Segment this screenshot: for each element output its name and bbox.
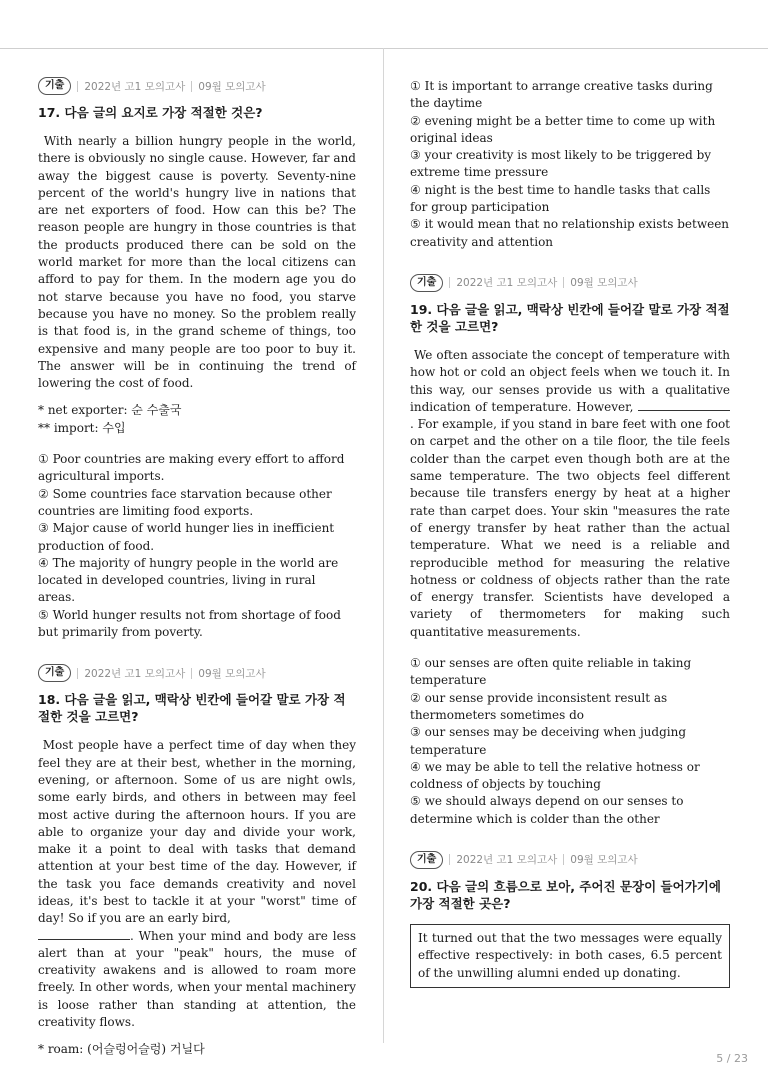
- footnote: * net exporter: 순 수출국: [38, 403, 182, 418]
- answer-choices: [38, 451, 356, 641]
- passage-text: With nearly a billion hungry people in the world, there is obviously no single cause. However, far and away the biggest cause is poverty. Seventy-nine percent of the world's hungry live in nations that are net exporters of food. How can this be? The reason people are hungry in those countries is that the products produced there can be sold on the world market for more than the local citizens can afford to pay for them. In the modern age you do not starve because you have no food, you starve because you have no money. So the problem really is that food is, in the grand scheme of things, too expensive and many people are too poor to buy it. The answer will be in continuing the trend of lowering the cost of food.: [38, 134, 356, 391]
- source-month: 09월 모의고사: [570, 854, 638, 867]
- passage: [38, 133, 356, 392]
- source-year: 2022년 고1 모의고사: [456, 854, 558, 867]
- passage: [410, 347, 730, 641]
- choice-1[interactable]: ① Poor countries are making every effort to afford agricultural imports.: [38, 452, 345, 484]
- tag-separator: [191, 81, 192, 92]
- given-sentence: It turned out that the two messages were equally effective respectively: in both cases, 6.5 percent of the unwilling alumni ended up donating.: [418, 930, 722, 980]
- question-20: [410, 850, 730, 988]
- passage-text-before: Most people have a perfect time of day when they feel they are at their best, whether in the morning, evening, or afternoon. Some of us are night owls, some early birds, and others in between may feel most active during the afternoon hours. If you are able to organize your day and divide your work, make it a point to deal with tasks that demand attention at your best time of the day. However, if the task you face demands creativity and novel ideas, it's best to tackle it at your "worst" time of day! So if you are an early bird,: [38, 738, 356, 926]
- right-column: [410, 78, 730, 988]
- footnote: * roam: (어슬렁어슬렁) 거닐다: [38, 1042, 205, 1057]
- question-title: 17. 다음 글의 요지로 가장 적절한 것은?: [38, 105, 263, 120]
- tag-separator: [563, 277, 564, 288]
- choice-2[interactable]: ② our sense provide inconsistent result as thermometers sometimes do: [410, 690, 668, 722]
- footnote: ** import: 수입: [38, 420, 126, 435]
- exam-badge: 기출: [38, 664, 71, 682]
- tag-separator: [77, 668, 78, 679]
- header-rule: [0, 48, 768, 49]
- choice-5[interactable]: ⑤ World hunger results not from shortage of food but primarily from poverty.: [38, 607, 341, 640]
- source-tag: [38, 76, 356, 96]
- tag-separator: [449, 854, 450, 865]
- choice-1[interactable]: ① It is important to arrange creative tasks during the daytime: [410, 79, 713, 111]
- passage-text-after: . When your mind and body are less alert than at your "peak" hours, the muse of creativity awakens and is allowed to roam more freely. In other words, when your mental machinery is loose rather than standing at attention, the creativity flows.: [38, 928, 356, 1030]
- spacer: [410, 828, 730, 850]
- answer-blank: [38, 928, 130, 940]
- choice-3[interactable]: ③ our senses may be deceiving when judging temperature: [410, 725, 687, 757]
- source-year: 2022년 고1 모의고사: [84, 667, 186, 680]
- choice-4[interactable]: ④ night is the best time to handle tasks that calls for group participation: [410, 182, 711, 215]
- answer-blank: [638, 399, 730, 411]
- tag-separator: [449, 277, 450, 288]
- given-sentence-box: [410, 924, 730, 988]
- choice-5[interactable]: ⑤ it would mean that no relationship exists between creativity and attention: [410, 217, 730, 249]
- question-18: [38, 663, 356, 1058]
- answer-choices: [410, 78, 730, 251]
- choice-1[interactable]: ① our senses are often quite reliable in taking temperature: [410, 656, 692, 688]
- choice-2[interactable]: ② evening might be a better time to come up with original ideas: [410, 113, 716, 145]
- tag-separator: [191, 668, 192, 679]
- source-tag: [410, 850, 730, 870]
- spacer: [38, 641, 356, 663]
- exam-badge: 기출: [410, 851, 443, 869]
- tag-separator: [77, 81, 78, 92]
- passage-text-before: We often associate the concept of temperature with how hot or cold an object feels when we touch it. In this way, our senses provide us with a qualitative indication of temperature. However,: [410, 347, 730, 414]
- source-tag: [410, 273, 730, 293]
- column-divider: [383, 48, 384, 1043]
- exam-badge: 기출: [410, 274, 443, 292]
- question-title: 19. 다음 글을 읽고, 맥락상 빈칸에 들어갈 말로 가장 적절한 것을 고르면?: [410, 301, 730, 334]
- spacer: [410, 251, 730, 273]
- footnotes: [38, 402, 356, 437]
- question-title: 20. 다음 글의 흐름으로 보아, 주어진 문장이 들어가기에 가장 적절한 곳은?: [410, 878, 721, 911]
- choice-5[interactable]: ⑤ we should always depend on our senses to determine which is colder than the other: [410, 794, 684, 826]
- left-column: [38, 76, 356, 1059]
- choice-3[interactable]: ③ Major cause of world hunger lies in inefficient production of food.: [38, 521, 335, 553]
- footnotes: [38, 1041, 356, 1058]
- passage: [38, 737, 356, 1031]
- source-month: 09월 모의고사: [198, 667, 266, 680]
- answer-choices: [410, 655, 730, 828]
- source-month: 09월 모의고사: [198, 80, 266, 93]
- source-month: 09월 모의고사: [570, 277, 638, 290]
- page-number: 5 / 23: [716, 1052, 748, 1065]
- choice-4[interactable]: ④ The majority of hungry people in the world are located in developed countries, living in rural areas.: [38, 555, 339, 605]
- choice-2[interactable]: ② Some countries face starvation because other countries are limiting food exports.: [38, 486, 332, 518]
- choice-3[interactable]: ③ your creativity is most likely to be triggered by extreme time pressure: [410, 148, 712, 180]
- question-title: 18. 다음 글을 읽고, 맥락상 빈칸에 들어갈 말로 가장 적절한 것을 고르면?: [38, 692, 346, 725]
- question-19: [410, 273, 730, 828]
- exam-badge: 기출: [38, 77, 71, 95]
- tag-separator: [563, 854, 564, 865]
- passage-text-after: . For example, if you stand in bare feet with one foot on carpet and the other on a tile floor, the tile feels colder than the carpet even though both are at the same temperature. The two objects feel different because tile transfers energy by heat at a higher rate than carpet does. Your skin "measures the rate of energy transfer by heat rather than the actual temperature. What we need is a reliable and reproducible method for measuring the relative hotness or coldness of objects rather than the rate of energy transfer. Scientists have developed a variety of thermometers for making such quantitative measurements.: [410, 417, 730, 639]
- source-year: 2022년 고1 모의고사: [456, 277, 558, 290]
- source-year: 2022년 고1 모의고사: [84, 80, 186, 93]
- question-17: [38, 76, 356, 641]
- source-tag: [38, 663, 356, 683]
- choice-4[interactable]: ④ we may be able to tell the relative hotness or coldness of objects by touching: [410, 759, 700, 792]
